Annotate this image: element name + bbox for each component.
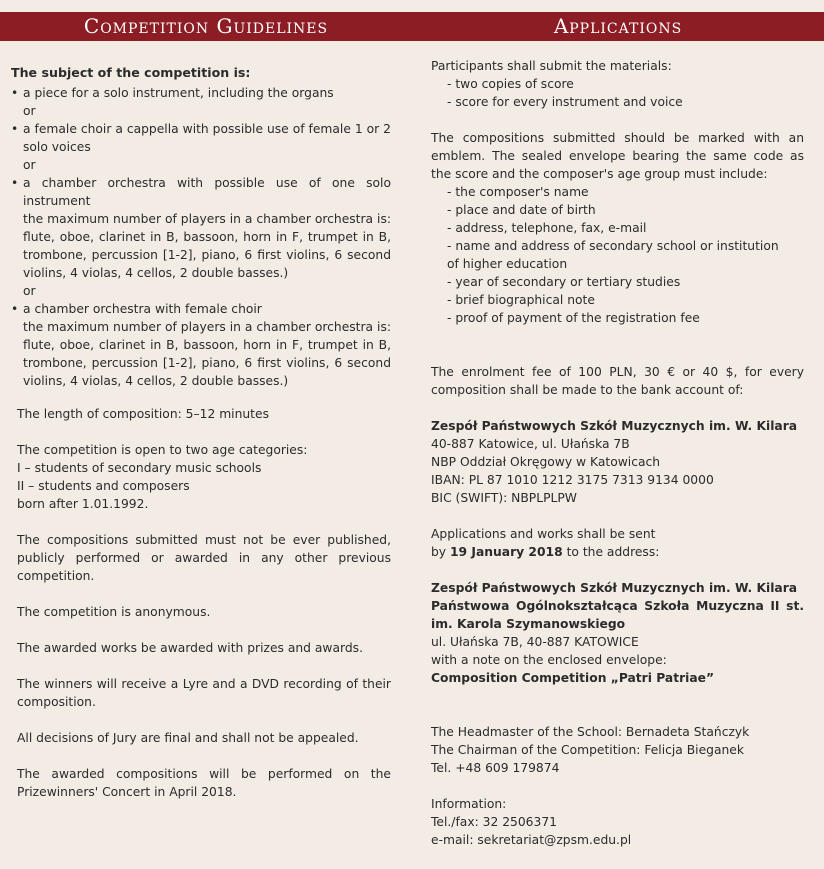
address-street: ul. Ułańska 7B, 40-887 KATOWICE: [431, 635, 639, 649]
concert-rule: The awarded compositions will be performed on the Prizewinners' Concert in April 2018.: [17, 767, 391, 799]
bullet-icon: •: [11, 176, 19, 190]
fee-text: The enrolment fee of 100 PLN, 30 € or 40 $, for every composition shall be made to the bank account of:: [431, 365, 804, 397]
winners-rule: The winners will receive a Lyre and a DVD recording of their composition.: [17, 677, 391, 709]
bank-name: Zespół Państwowych Szkół Muzycznych im. W. Kilara: [431, 419, 798, 433]
send-rest: to the address:: [562, 545, 660, 559]
iban: IBAN: PL 87 1010 1212 3175 7313 9134 0000: [431, 473, 714, 487]
address-note: with a note on the enclosed envelope:: [431, 653, 667, 667]
list-item: - year of secondary or tertiary studies: [447, 275, 681, 289]
subject-list: [11, 84, 391, 102]
info-heading: Information:: [431, 797, 507, 811]
subject-list: [11, 174, 391, 282]
list-item: - address, telephone, fax, e-mail: [447, 221, 647, 235]
list-item: [11, 174, 391, 282]
info-tel: Tel./fax: 32 2506371: [431, 815, 557, 829]
bullet-icon: •: [11, 86, 19, 100]
competition-guidelines-title: Competition Guidelines: [83, 14, 329, 38]
contact-tel: Tel. +48 609 179874: [431, 761, 560, 775]
age-category-2-born: born after 1.01.1992.: [17, 497, 149, 511]
or-separator: or: [23, 284, 36, 298]
list-item: [11, 84, 391, 102]
list-item: [11, 300, 391, 390]
list-item: - two copies of score: [447, 77, 574, 91]
bullet-icon: •: [11, 302, 19, 316]
envelope-list: [431, 183, 804, 327]
list-item: [11, 120, 391, 156]
list-item: - proof of payment of the registration fee: [447, 311, 700, 325]
emblem-text: The compositions submitted should be marked with an emblem. The sealed envelope bearing the same code as the score and the composer's age group must include:: [431, 131, 804, 181]
bullet-icon: •: [11, 122, 19, 136]
subject-list: [11, 120, 391, 156]
materials-intro: Participants shall submit the materials:: [431, 59, 672, 73]
list-item: - place and date of birth: [447, 203, 596, 217]
chairman: The Chairman of the Competition: Felicja Bieganek: [431, 743, 744, 757]
or-separator: or: [23, 104, 36, 118]
published-rule: The compositions submitted must not be ever published, publicly performed or awarded in any other previous competition.: [17, 533, 391, 583]
send-line: Applications and works shall be sent: [431, 527, 656, 541]
materials-list: [431, 75, 804, 111]
list-item-text: a female choir a cappella with possible use of female 1 or 2 solo voices: [23, 122, 391, 154]
age-category-2: II – students and composers: [17, 479, 190, 493]
deadline-date: 19 January 2018: [450, 545, 563, 559]
bank-branch: NBP Oddział Okręgowy w Katowicach: [431, 455, 661, 469]
subject-list: [11, 300, 391, 390]
age-intro: The competition is open to two age categories:: [17, 443, 308, 457]
list-item: - score for every instrument and voice: [447, 95, 683, 109]
subject-heading: The subject of the competition is:: [11, 65, 251, 80]
list-item-text: a chamber orchestra with female choir: [23, 302, 262, 316]
bic: BIC (SWIFT): NBPLPLPW: [431, 491, 577, 505]
anonymous-rule: The competition is anonymous.: [17, 605, 211, 619]
length-text: The length of composition: 5–12 minutes: [17, 407, 269, 421]
list-item-text: a piece for a solo instrument, including the organs: [23, 86, 334, 100]
list-item-continuation: of higher education: [447, 257, 568, 271]
list-item: - brief biographical note: [447, 293, 595, 307]
age-category-1: I – students of secondary music schools: [17, 461, 262, 475]
info-email[interactable]: e-mail: sekretariat@zpsm.edu.pl: [431, 833, 632, 847]
send-by: by: [431, 545, 450, 559]
awards-rule: The awarded works be awarded with prizes and awards.: [17, 641, 363, 655]
or-separator: or: [23, 158, 36, 172]
headmaster: The Headmaster of the School: Bernadeta Stańczyk: [431, 725, 750, 739]
guidelines-column: [11, 64, 391, 801]
address-school-1: Zespół Państwowych Szkół Muzycznych im. W. Kilara: [431, 581, 798, 595]
competition-name: Composition Competition „Patri Patriae”: [431, 671, 715, 685]
orchestra-detail: the maximum number of players in a chamber orchestra is: flute, oboe, clarinet in B, bassoon, horn in F, trumpet in B, trombone, percussion [1-2], piano, 6 first violins, 6 second violins, 4 violas, 4 cellos, 2 double basses.): [23, 320, 391, 388]
list-item-text: a chamber orchestra with possible use of one solo instrument: [23, 176, 391, 208]
applications-column: [431, 57, 804, 849]
header-banner: [0, 12, 824, 41]
orchestra-detail: the maximum number of players in a chamber orchestra is: flute, oboe, clarinet in B, bassoon, horn in F, trumpet in B, trombone, percussion [1-2], piano, 6 first violins, 6 second violins, 4 violas, 4 cellos, 2 double basses.): [23, 212, 391, 280]
top-border: [0, 0, 824, 12]
bank-address: 40-887 Katowice, ul. Ułańska 7B: [431, 437, 630, 451]
send-deadline: [431, 543, 804, 561]
applications-title: Applications: [553, 14, 683, 38]
list-item: - the composer's name: [447, 185, 589, 199]
address-school-2: Państwowa Ogólnokształcąca Szkoła Muzyczna II st. im. Karola Szymanowskiego: [431, 599, 804, 631]
list-item: - name and address of secondary school or institution: [447, 239, 779, 253]
jury-rule: All decisions of Jury are final and shall not be appealed.: [17, 731, 359, 745]
